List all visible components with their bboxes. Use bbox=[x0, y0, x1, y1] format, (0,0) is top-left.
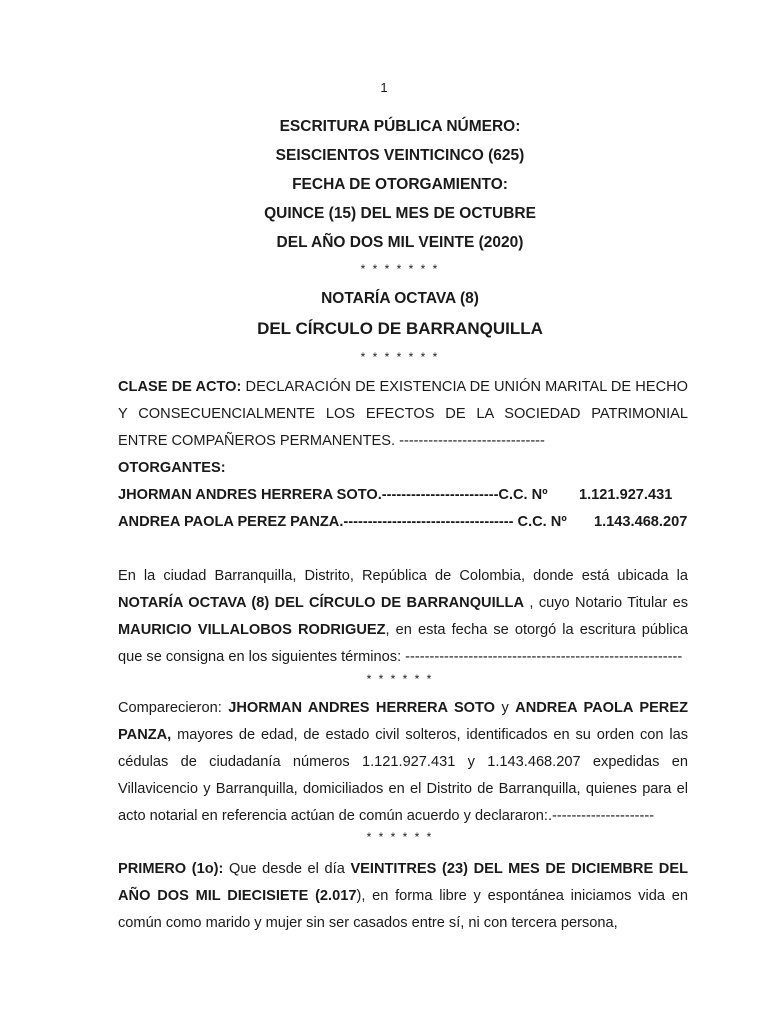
grantors-label: OTORGANTES: bbox=[118, 460, 226, 476]
appearance-text: mayores de edad, de estado civil solteros, identificados en su orden con las cédulas de ciudadanía números 1.121.927.431 y 1.143.468.207 expedidas en Villavicencio y Barranquilla, domiciliados en el Distrito de Barranquilla, quienes para el acto notarial en referencia actúan de común acuerdo y declararon:.--------------------- bbox=[118, 727, 688, 824]
intro-text: , cuyo Notario Titular es bbox=[524, 595, 688, 611]
separator-stars: * * * * * * * bbox=[360, 262, 440, 276]
grant-date-title: FECHA DE OTORGAMIENTO: bbox=[292, 176, 508, 193]
appearance-paragraph bbox=[118, 695, 688, 830]
notary-circle: DEL CÍRCULO DE BARRANQUILLA bbox=[257, 319, 543, 338]
act-type-label: CLASE DE ACTO: bbox=[118, 379, 242, 395]
grantor-name: JHORMAN ANDRES HERRERA SOTO.------------------------C.C. Nº bbox=[118, 487, 548, 503]
appearing-party-1: JHORMAN ANDRES HERRERA SOTO bbox=[228, 700, 496, 716]
act-type-paragraph bbox=[118, 374, 688, 455]
grantor-id: 1.143.468.207 bbox=[594, 514, 688, 530]
clause-first-label: PRIMERO (1o): bbox=[118, 861, 224, 877]
appearance-text: Comparecieron: bbox=[118, 700, 229, 716]
deed-number-value: SEISCIENTOS VEINTICINCO (625) bbox=[275, 147, 525, 164]
notary-holder-name: MAURICIO VILLALOBOS RODRIGUEZ bbox=[118, 622, 386, 638]
clause-first-paragraph bbox=[118, 856, 688, 937]
separator-stars: * * * * * * * bbox=[360, 350, 440, 364]
intro-text: , en esta fecha se otorgó la escritura pública que se consigna en los siguientes términos: --------------------------------------------------------- bbox=[118, 622, 688, 665]
separator-stars: * * * * * * bbox=[366, 830, 434, 844]
grantor-id: 1.121.927.431 bbox=[579, 487, 673, 503]
act-type-text: DECLARACIÓN DE EXISTENCIA DE UNIÓN MARITAL DE HECHO Y CONSECUENCIALMENTE LOS EFECTOS DE LA SOCIEDAD PATRIMONIAL ENTRE COMPAÑEROS PERMANENTES. ------------------------------ bbox=[118, 379, 688, 449]
separator-stars: * * * * * * bbox=[366, 672, 434, 686]
deed-number-title: ESCRITURA PÚBLICA NÚMERO: bbox=[279, 118, 521, 135]
start-date: VEINTITRES (23) DEL MES DE DICIEMBRE DEL AÑO DOS MIL DIECISIETE (2.017 bbox=[118, 861, 688, 904]
appearance-text: y bbox=[495, 700, 516, 716]
intro-paragraph bbox=[118, 563, 688, 671]
clause-first-text: ), en forma libre y espontánea iniciamos vida en común como marido y mujer sin ser casados entre sí, ni con tercera persona, bbox=[118, 888, 689, 931]
grantor-row bbox=[118, 509, 688, 536]
page-number: 1 bbox=[380, 80, 388, 95]
grant-date-line2: DEL AÑO DOS MIL VEINTE (2020) bbox=[276, 234, 524, 251]
notary-name: NOTARÍA OCTAVA (8) bbox=[321, 290, 479, 307]
appearing-party-2: ANDREA PAOLA PEREZ PANZA, bbox=[118, 700, 688, 743]
grantor-name: ANDREA PAOLA PEREZ PANZA.----------------------------------- C.C. Nº bbox=[118, 514, 567, 530]
grantor-row bbox=[118, 482, 688, 509]
grant-date-line1: QUINCE (15) DEL MES DE OCTUBRE bbox=[264, 205, 536, 222]
intro-text: En la ciudad Barranquilla, Distrito, República de Colombia, donde está ubicada la bbox=[118, 568, 688, 584]
clause-first-text: Que desde el día bbox=[223, 861, 351, 877]
notary-office-name: NOTARÍA OCTAVA (8) DEL CÍRCULO DE BARRANQUILLA bbox=[118, 595, 525, 611]
